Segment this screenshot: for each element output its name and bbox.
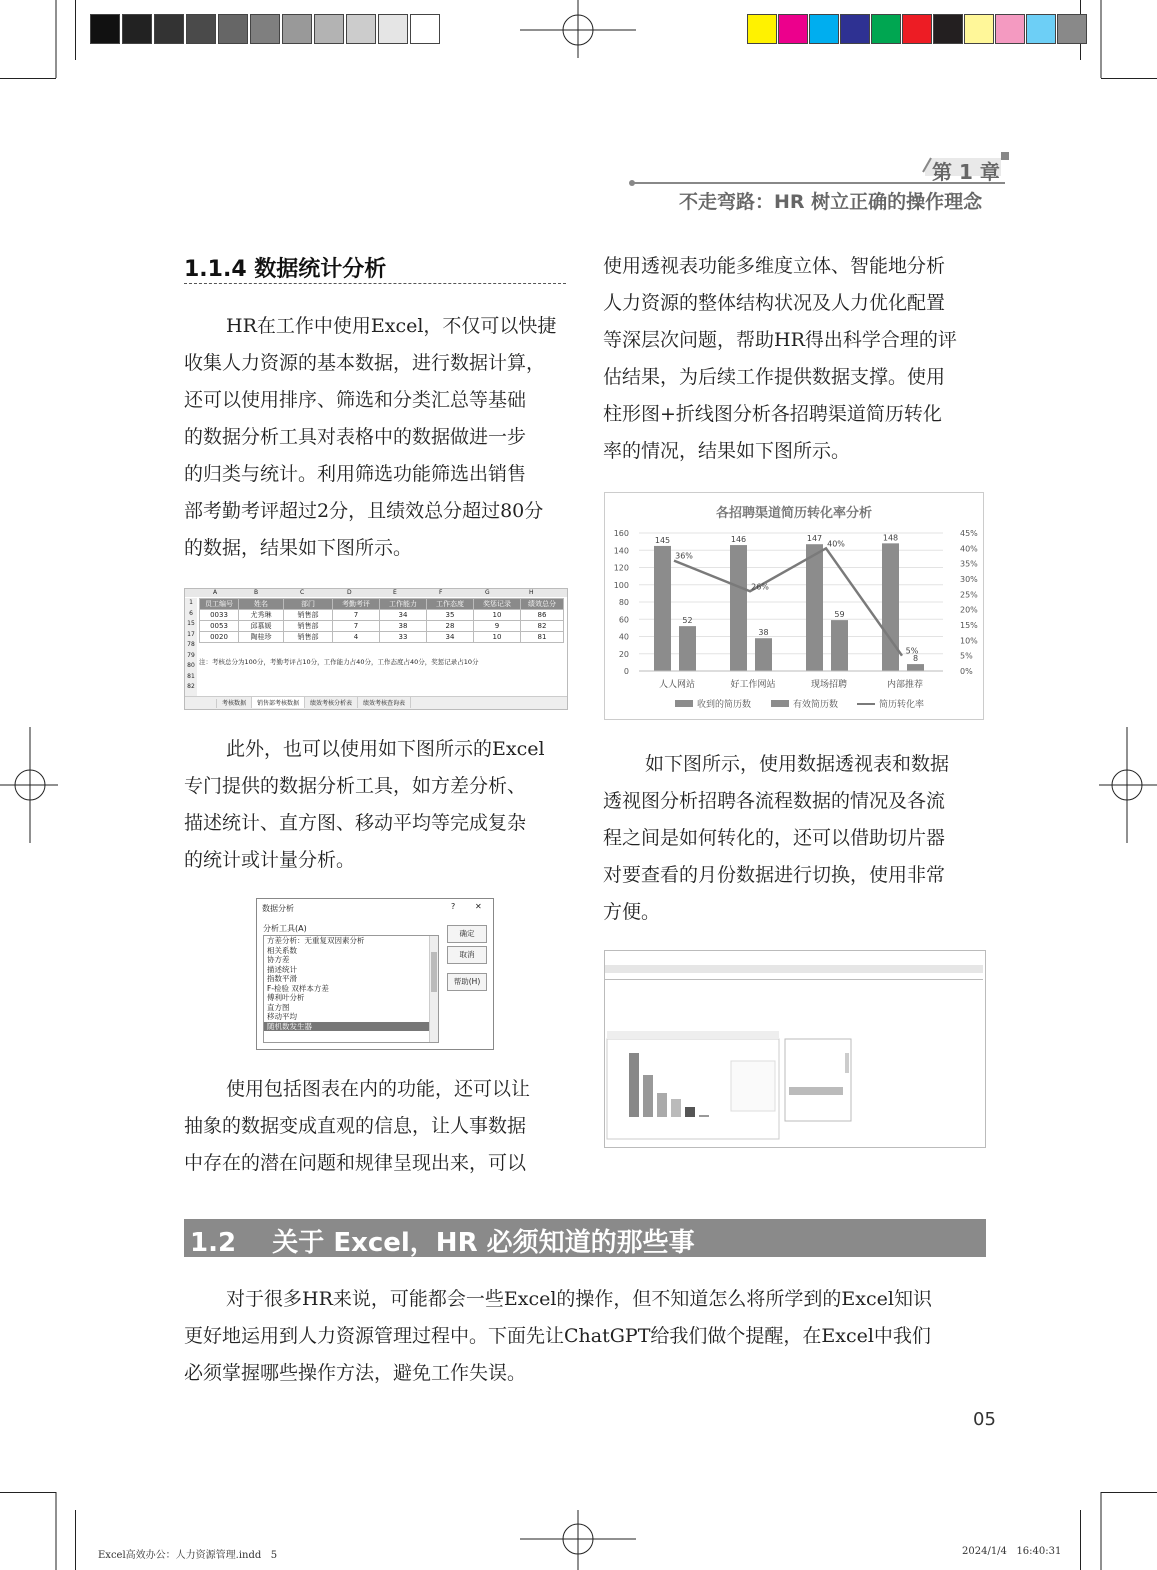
row-number: 78 (187, 641, 195, 648)
text-line: 还可以使用排序、筛选和分类汇总等基础 (184, 389, 527, 411)
header-cell: 姓名 (239, 599, 284, 610)
paragraph-section-12 (184, 1281, 990, 1392)
column-letter: F (439, 589, 443, 596)
ok-button[interactable]: 确定 (447, 925, 487, 943)
row-number: 6 (189, 609, 193, 617)
sheet-tab[interactable]: 销售部考核数据 (252, 697, 305, 708)
color-swatch (995, 14, 1025, 44)
bar-valid (831, 620, 848, 671)
column-header-bar (185, 589, 567, 597)
analysis-tool-item[interactable]: 移动平均 (267, 1012, 297, 1021)
close-icon[interactable]: ✕ (475, 902, 482, 911)
y2-tick-label: 0% (960, 667, 973, 676)
category-label: 好工作网站 (730, 680, 776, 690)
table-cell: 7 (333, 621, 380, 632)
bar-valid (755, 638, 772, 671)
y-tick-label: 160 (613, 529, 629, 538)
table-cell: 86 (521, 610, 564, 621)
section-banner-title: 1.2 关于 Excel，HR 必须知道的那些事 (190, 1228, 695, 1258)
legend-swatch (771, 700, 789, 707)
text-line: 中存在的潜在问题和规律呈现出来，可以 (184, 1152, 527, 1174)
pivot-table-screenshot (604, 950, 986, 1148)
paragraph-charts (184, 1071, 569, 1182)
y2-tick-label: 45% (960, 529, 978, 538)
y-tick-label: 40 (618, 632, 629, 642)
color-swatch (1026, 14, 1056, 44)
color-swatch (1057, 14, 1087, 44)
spreadsheet-table (199, 598, 564, 643)
row-number: 15 (187, 620, 195, 627)
header-cell: 奖惩记录 (474, 599, 521, 610)
analysis-tool-item[interactable]: 随机数发生器 (264, 1022, 438, 1032)
bar-received (654, 546, 671, 671)
bar-value-label: 8 (912, 654, 919, 664)
table-cell: 销售部 (284, 610, 333, 621)
bar-received (730, 545, 747, 671)
column-letter: D (347, 589, 352, 596)
table-cell: 销售部 (284, 632, 333, 643)
y-tick-label: 0 (623, 667, 629, 676)
column-letter: B (254, 589, 259, 596)
bar-value-label: 148 (882, 533, 899, 543)
bar-value-label: 59 (834, 610, 845, 620)
text-line: 部考勤考评超过2分，且绩效总分超过80分 (184, 500, 544, 522)
gray-swatch (378, 14, 408, 44)
text-line: 必须掌握哪些操作方法，避免工作失误。 (184, 1362, 527, 1384)
dialog-title: 数据分析 (262, 904, 294, 913)
table-cell: 0033 (200, 610, 239, 621)
header-cell: 工作能力 (380, 599, 427, 610)
category-label: 内部推荐 (886, 680, 924, 690)
text-line: 的数据，结果如下图所示。 (184, 537, 413, 559)
table-cell: 7 (333, 610, 380, 621)
recruitment-conversion-chart (605, 493, 983, 719)
text-line: 此外，也可以使用如下图所示的Excel (226, 738, 545, 760)
y2-tick-label: 20% (960, 605, 978, 615)
chapter-subtitle: 不走弯路：HR 树立正确的操作理念 (679, 191, 983, 213)
filtered-spreadsheet (184, 588, 568, 710)
section-title: 1.1.4 数据统计分析 (184, 257, 387, 282)
row-number: 79 (187, 651, 195, 659)
text-line: 柱形图+折线图分析各招聘渠道简历转化 (603, 403, 942, 425)
tab-spacer (185, 699, 217, 708)
analysis-tools-label: 分析工具(A) (263, 924, 307, 933)
list-scrollbar[interactable] (429, 936, 438, 1042)
line-value-label: 36% (675, 551, 693, 561)
header-cell: 工作态度 (427, 599, 474, 610)
sheet-tab[interactable]: 绩效考核查询表 (358, 697, 411, 708)
column-letter: G (485, 589, 490, 596)
paragraph-analysis-tools (184, 731, 569, 879)
text-line: 收集人力资源的基本数据，进行数据计算， (184, 352, 546, 374)
color-swatch (871, 14, 901, 44)
text-line: 对要查看的月份数据进行切换，使用非常 (603, 864, 946, 886)
table-cell: 81 (521, 632, 564, 643)
sheet-tab[interactable]: 绩效考核分析表 (305, 697, 358, 708)
table-cell: 34 (427, 632, 474, 643)
text-line: 专门提供的数据分析工具，如方差分析、 (184, 775, 527, 797)
color-swatch (902, 14, 932, 44)
column-letter: E (393, 589, 397, 596)
help-icon[interactable]: ? (451, 902, 456, 911)
y2-tick-label: 40% (960, 544, 978, 554)
footer-filename: Excel高效办公：人力资源管理.indd 5 (98, 1550, 278, 1561)
y-tick-label: 140 (613, 546, 629, 556)
text-line: 描述统计、直方图、移动平均等完成复杂 (184, 812, 527, 834)
gray-swatch (282, 14, 312, 44)
text-line: 透视图分析招聘各流程数据的情况及各流 (603, 790, 946, 812)
table-cell: 34 (380, 610, 427, 621)
legend-swatch (675, 700, 693, 707)
text-line: 使用包括图表在内的功能，还可以让 (226, 1078, 531, 1100)
table-cell: 82 (521, 621, 564, 632)
header-cell: 考勤考评 (333, 599, 380, 610)
legend-label: 收到的简历数 (697, 700, 752, 710)
text-line: 程之间是如何转化的，还可以借助切片器 (603, 827, 946, 849)
y-tick-label: 120 (613, 563, 629, 573)
color-swatch (778, 14, 808, 44)
y-tick-label: 20 (618, 649, 629, 659)
gray-swatch (90, 14, 120, 44)
analysis-tool-item[interactable]: 直方图 (267, 1002, 290, 1012)
gray-swatch (410, 14, 440, 44)
header-cell: 绩效总分 (521, 599, 564, 610)
bar-value-label: 147 (806, 534, 823, 544)
pivot-chart-thumbnail (605, 1031, 983, 1145)
text-line: 率的情况，结果如下图所示。 (603, 440, 851, 462)
row-number: 82 (187, 683, 195, 690)
y2-tick-label: 5% (960, 651, 973, 661)
table-cell: 销售部 (284, 621, 333, 632)
line-value-label: 5% (905, 646, 919, 656)
bar-value-label: 146 (730, 535, 747, 545)
footer-datetime: 2024/1/4 16:40:31 (962, 1546, 1062, 1557)
y-tick-label: 60 (618, 615, 629, 625)
row-number: 17 (187, 630, 195, 638)
color-swatch (809, 14, 839, 44)
row-number: 81 (187, 672, 195, 680)
text-line: 使用透视表功能多维度立体、智能地分析 (603, 255, 946, 277)
gray-swatch (314, 14, 344, 44)
legend-label: 有效简历数 (793, 700, 839, 710)
analysis-tool-item[interactable]: 傅利叶分析 (267, 993, 305, 1002)
text-line: 更好地运用到人力资源管理过程中。下面先让ChatGPT给我们做个提醒，在Excel中我们 (184, 1325, 931, 1347)
paragraph-pivot (603, 248, 988, 470)
table-row (200, 610, 564, 621)
gray-swatch (122, 14, 152, 44)
paragraph-pivot-chart (603, 746, 988, 931)
text-line: 等深层次问题，帮助HR得出科学合理的评 (603, 329, 957, 351)
sheet-tabs (185, 696, 567, 709)
text-line: 估结果，为后续工作提供数据支撑。使用 (603, 366, 946, 388)
table-cell: 10 (474, 610, 521, 621)
bar-value-label: 52 (682, 616, 693, 626)
color-swatch (933, 14, 963, 44)
color-swatch (964, 14, 994, 44)
analysis-tool-item[interactable]: 描述统计 (267, 964, 297, 974)
sheet-tab[interactable]: 考核数据 (217, 697, 252, 708)
text-line: 抽象的数据变成直观的信息，让人事数据 (184, 1115, 527, 1137)
table-row (200, 632, 564, 643)
y2-tick-label: 35% (960, 559, 978, 569)
table-cell: 38 (380, 621, 427, 632)
line-value-label: 40% (827, 539, 845, 549)
table-cell: 邱慕媛 (239, 621, 284, 632)
analysis-tool-item[interactable]: 协方差 (267, 955, 290, 964)
chapter-label: 第 1 章 (932, 160, 1000, 184)
table-cell: 陶桂珍 (239, 632, 284, 643)
line-value-label: 26% (751, 582, 769, 592)
y2-tick-label: 15% (960, 621, 978, 630)
section-title-underline (184, 283, 566, 284)
table-cell: 0020 (200, 632, 239, 643)
header-cell: 部门 (284, 599, 333, 610)
table-cell: 35 (427, 610, 474, 621)
paragraph-intro (184, 308, 569, 567)
column-letter: C (300, 589, 305, 596)
table-cell: 4 (333, 632, 380, 643)
recruitment-chart-frame (604, 492, 984, 720)
text-line: 如下图所示，使用数据透视表和数据 (645, 753, 950, 775)
table-row (200, 621, 564, 632)
y2-tick-label: 10% (960, 636, 978, 646)
table-cell: 10 (474, 632, 521, 643)
bar-value-label: 38 (758, 628, 769, 638)
analysis-tool-item[interactable]: 方差分析：无重复双因素分析 (267, 936, 365, 945)
text-line: 的统计或计量分析。 (184, 849, 356, 871)
help-button[interactable]: 帮助(H) (447, 973, 487, 991)
analysis-tool-item[interactable]: F-检验 双样本方差 (267, 983, 329, 993)
gray-swatch (218, 14, 248, 44)
y-tick-label: 80 (618, 598, 629, 607)
column-letter: A (213, 589, 218, 596)
row-number: 80 (187, 662, 195, 669)
header-cell: 员工编号 (200, 599, 239, 610)
row-number-column (185, 598, 197, 696)
analysis-tool-item[interactable]: 指数平滑 (267, 974, 297, 983)
spreadsheet-note: 注：考核总分为100分，考勤考评占10分，工作能力占40分，工作态度占40分，奖惩记录占10分 (199, 658, 479, 666)
bar-value-label: 145 (654, 535, 671, 545)
cancel-button[interactable]: 取消 (447, 946, 487, 964)
category-label: 人人网站 (658, 680, 696, 690)
y2-tick-label: 25% (960, 590, 978, 600)
chart-title: 各招聘渠道简历转化率分析 (715, 506, 873, 521)
y-tick-label: 100 (613, 580, 629, 590)
legend-label: 简历转化率 (879, 700, 925, 710)
y2-tick-label: 30% (960, 575, 978, 584)
text-line: 方便。 (603, 901, 661, 923)
color-swatch (747, 14, 777, 44)
row-number: 1 (189, 599, 193, 606)
table-cell: 28 (427, 621, 474, 632)
text-line: 人力资源的整体结构状况及人力优化配置 (603, 292, 946, 314)
table-cell: 9 (474, 621, 521, 632)
text-line: HR在工作中使用Excel，不仅可以快捷 (226, 315, 557, 337)
bar-received (882, 543, 899, 671)
table-cell: 33 (380, 632, 427, 643)
table-cell: 尤秀琳 (239, 610, 284, 621)
text-line: 的数据分析工具对表格中的数据做进一步 (184, 426, 527, 448)
gray-swatch (186, 14, 216, 44)
gray-swatch (154, 14, 184, 44)
color-swatch (840, 14, 870, 44)
category-label: 现场招聘 (810, 680, 848, 690)
gray-swatch (250, 14, 280, 44)
gray-swatch (346, 14, 376, 44)
analysis-tools-list[interactable] (263, 935, 439, 1043)
table-cell: 0053 (200, 621, 239, 632)
bar-valid (679, 626, 696, 671)
analysis-tool-item[interactable]: 相关系数 (267, 945, 297, 955)
text-line: 的归类与统计。利用筛选功能筛选出销售 (184, 463, 527, 485)
table-header-row (200, 599, 564, 610)
text-line: 对于很多HR来说，可能都会一些Excel的操作，但不知道怎么将所学到的Excel知识 (226, 1288, 932, 1310)
bar-received (806, 544, 823, 671)
data-analysis-dialog (256, 898, 494, 1050)
bar-valid (907, 664, 924, 671)
page-number: 05 (973, 1409, 996, 1430)
column-letter: H (529, 589, 534, 596)
